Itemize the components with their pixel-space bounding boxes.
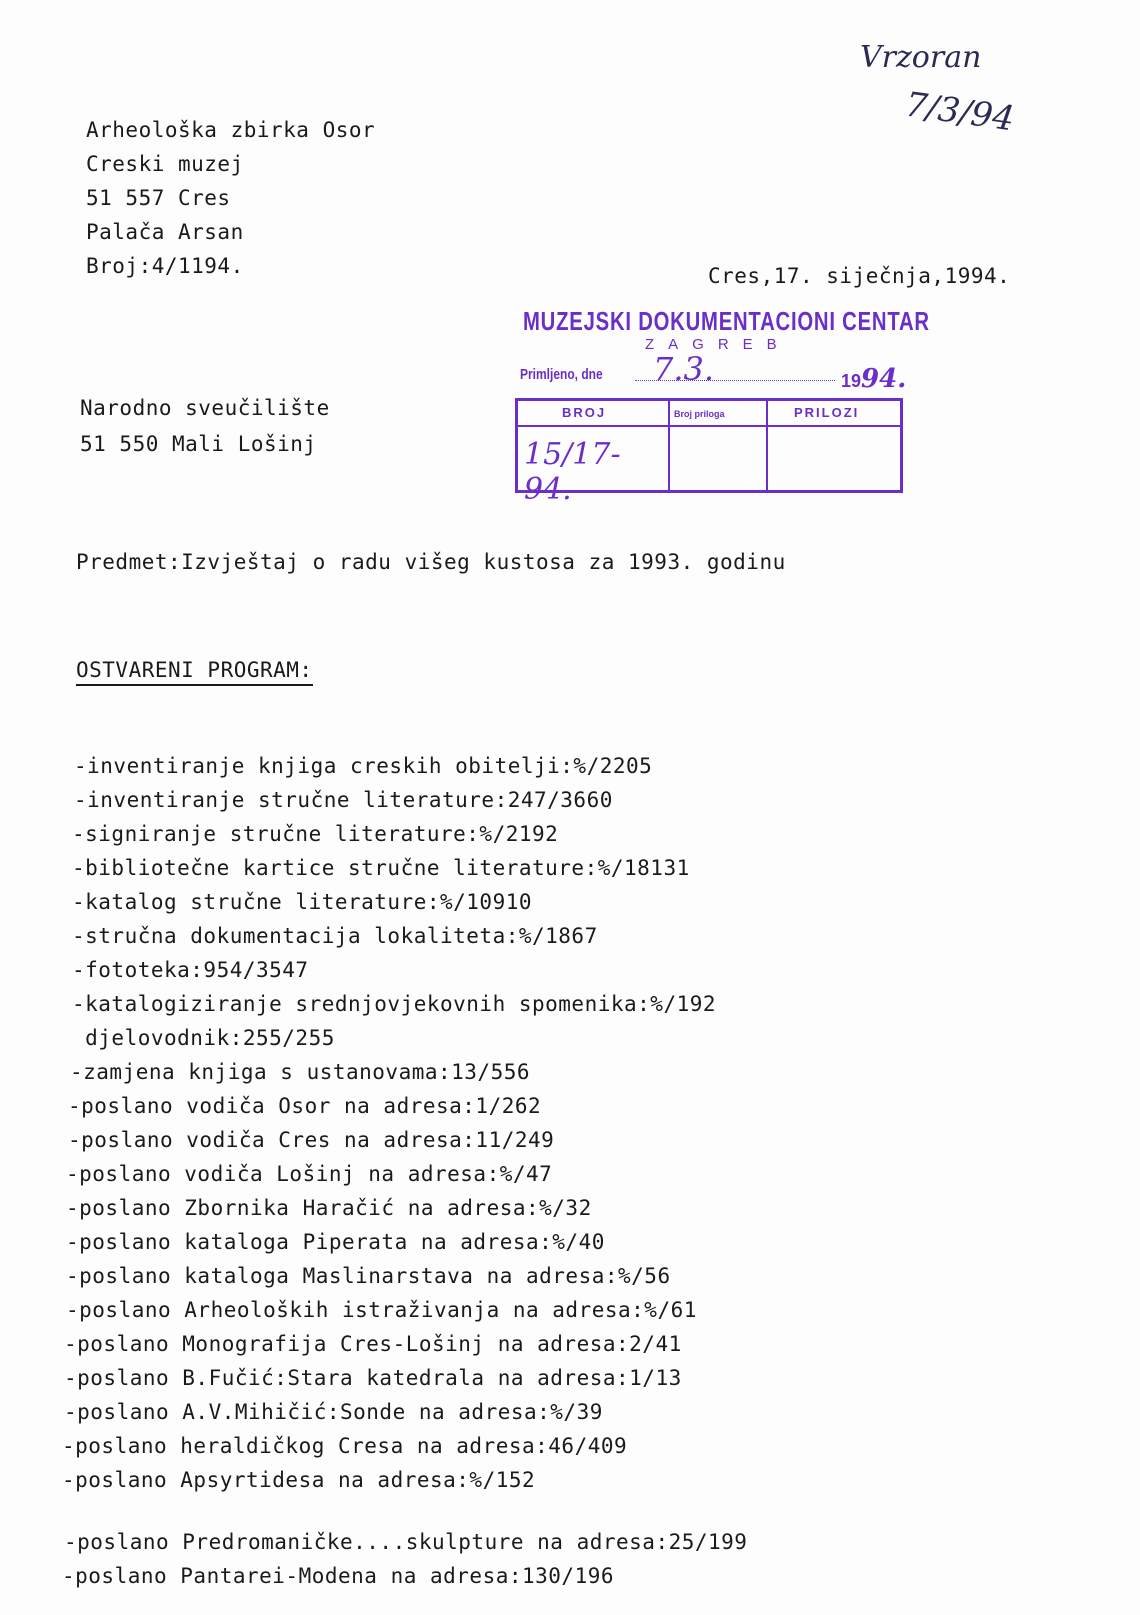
stamp-city: ZAGREB xyxy=(645,336,791,353)
stamp-divider xyxy=(518,425,900,427)
list-item: -poslano vodiča Cres na adresa:11/249 xyxy=(68,1128,555,1152)
list-item: -poslano Monografija Cres-Lošinj na adresa:2/41 xyxy=(64,1332,682,1356)
sender-line: Creski muzej xyxy=(86,152,244,176)
sender-line: Palača Arsan xyxy=(86,220,244,244)
list-item: -poslano Zbornika Haračić na adresa:%/32 xyxy=(66,1196,592,1220)
list-item: -poslano Arheoloških istraživanja na adresa:%/61 xyxy=(66,1298,697,1322)
stamp-title: MUZEJSKI DOKUMENTACIONI CENTAR xyxy=(523,306,930,336)
subject-line: Predmet:Izvještaj o radu višeg kustosa za 1993. godinu xyxy=(76,550,786,574)
list-item: -signiranje stručne literature:%/2192 xyxy=(72,822,559,846)
list-item: -fototeka:954/3547 xyxy=(72,958,309,982)
sender-line: 51 557 Cres xyxy=(86,186,231,210)
handwritten-note-date: 7/3/94 xyxy=(902,84,1017,140)
list-item: -inventiranje knjiga creskih obitelji:%/2205 xyxy=(74,754,653,778)
stamp-grid xyxy=(515,398,903,507)
stamp-received-date: 7.3. xyxy=(653,350,715,388)
stamp-received-label: Primljeno, dne xyxy=(520,366,603,383)
list-item: -zamjena knjiga s ustanovama:13/556 xyxy=(70,1060,531,1084)
section-title-text: OSTVARENI PROGRAM: xyxy=(76,658,313,686)
list-item: -inventiranje stručne literature:247/3660 xyxy=(74,788,613,812)
list-item: -katalog stručne literature:%/10910 xyxy=(72,890,533,914)
stamp-header-prilozi: PRILOZI xyxy=(794,405,860,420)
list-item: djelovodnik:255/255 xyxy=(72,1026,335,1050)
stamp-header-broj-priloga: Broj priloga xyxy=(674,409,725,419)
stamp-year-prefix: 19 xyxy=(841,371,862,391)
stamp-header-broj: BROJ xyxy=(562,405,607,420)
stamp-year xyxy=(841,364,906,394)
list-item: -poslano Predromaničke....skulpture na adresa:25/199 xyxy=(64,1530,748,1554)
list-item: -bibliotečne kartice stručne literature:%/18131 xyxy=(72,856,690,880)
stamp-column-number xyxy=(518,401,670,507)
list-item: -katalogiziranje srednjovjekovnih spomenika:%/192 xyxy=(72,992,717,1016)
list-item: -poslano vodiča Lošinj na adresa:%/47 xyxy=(66,1162,553,1186)
list-item: -poslano B.Fučić:Stara katedrala na adresa:1/13 xyxy=(64,1366,682,1390)
received-stamp xyxy=(515,300,930,507)
list-item: -poslano A.V.Mihičić:Sonde na adresa:%/39 xyxy=(64,1400,603,1424)
list-item: -poslano kataloga Maslinarstava na adresa:%/56 xyxy=(66,1264,671,1288)
recipient-line: Narodno sveučilište xyxy=(80,396,330,420)
list-item: -poslano kataloga Piperata na adresa:%/40 xyxy=(66,1230,605,1254)
sender-line: Arheološka zbirka Osor xyxy=(86,118,376,142)
reference-number: Broj:4/1194. xyxy=(86,254,244,278)
list-item: -poslano Pantarei-Modena na adresa:130/196 xyxy=(62,1564,615,1588)
stamp-column-attachments-count xyxy=(670,401,768,490)
section-title xyxy=(76,658,313,682)
list-item: -poslano vodiča Osor na adresa:1/262 xyxy=(68,1094,542,1118)
recipient-line: 51 550 Mali Lošinj xyxy=(80,432,317,456)
stamp-registry-number: 15/17-94. xyxy=(524,437,621,507)
list-item: -stručna dokumentacija lokaliteta:%/1867 xyxy=(72,924,598,948)
place-and-date: Cres,17. siječnja,1994. xyxy=(708,264,1011,288)
list-item: -poslano Apsyrtidesa na adresa:%/152 xyxy=(62,1468,536,1492)
stamp-year-hand: 94. xyxy=(861,364,907,394)
handwritten-note-name: Vrzoran xyxy=(860,40,982,75)
list-item: -poslano heraldičkog Cresa na adresa:46/409 xyxy=(62,1434,628,1458)
